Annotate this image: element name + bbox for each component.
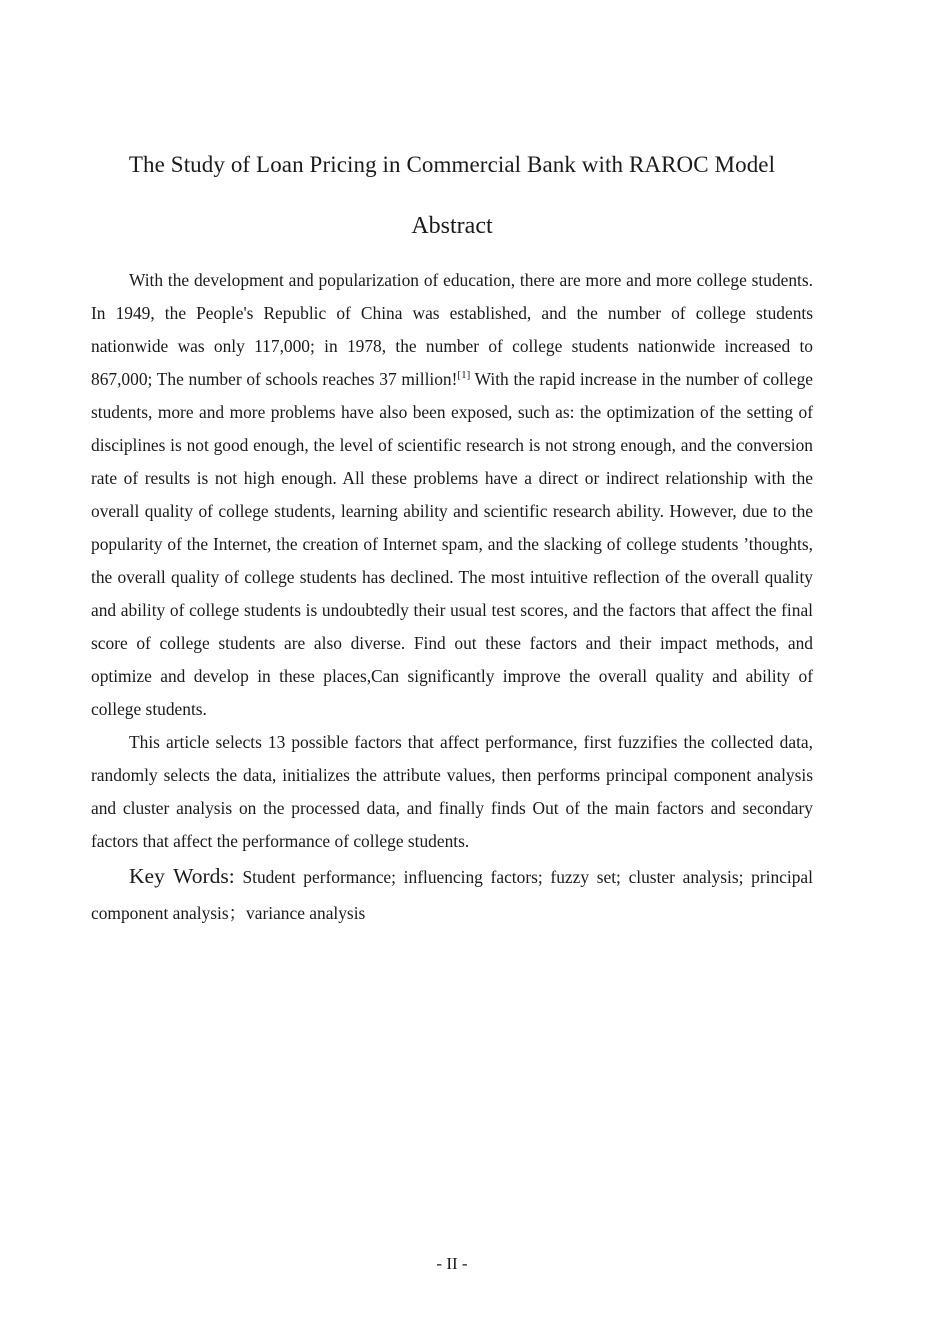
keywords-text: Student performance; influencing factors; fuzzy set; cluster analysis; principal component analysis；variance analysis [91, 867, 813, 923]
paragraph-1-text-b: With the rapid increase in the number of college students, more and more problems have also been exposed, such as: the optimization of the setting of disciplines is not good enough, the level of scientific research is not strong enough, and the conversion rate of results is not high enough. All these problems have a direct or indirect relationship with the overall quality of college students, learning ability and scientific research ability. However, due to the popularity of the Internet, the creation of Internet spam, and the slacking of college students ’thoughts, the overall quality of college students has declined. The most intuitive reflection of the overall quality and ability of college students is undoubtedly their usual test scores, and the factors that affect the final score of college students are also diverse. Find out these factors and their impact methods, and optimize and develop in these places,Can significantly improve the overall quality and ability of college students. [91, 369, 813, 719]
page-number: - II - [436, 1254, 468, 1273]
abstract-paragraph-2: This article selects 13 possible factors that affect performance, first fuzzifies the collected data, randomly selects the data, initializes the attribute values, then performs principal component analysis and cluster analysis on the processed data, and finally finds Out of the main factors and secondary factors that affect the performance of college students. [91, 732, 813, 851]
abstract-paragraph-1 [91, 264, 813, 726]
keywords-line [91, 858, 813, 931]
paragraph-1-text-a: With the development and popularization of education, there are more and more college students. In 1949, the People's Republic of China was established, and the number of college students nationwide was only 117,000; in 1978, the number of college students nationwide increased to 867,000; The number of schools reaches 37 million! [91, 270, 813, 389]
abstract-heading: Abstract [411, 213, 493, 239]
citation-reference: [1] [457, 369, 471, 381]
abstract-body [91, 264, 813, 931]
paper-title: The Study of Loan Pricing in Commercial Bank with RAROC Model [128, 152, 776, 177]
keywords-label: Key Words: [129, 864, 235, 888]
